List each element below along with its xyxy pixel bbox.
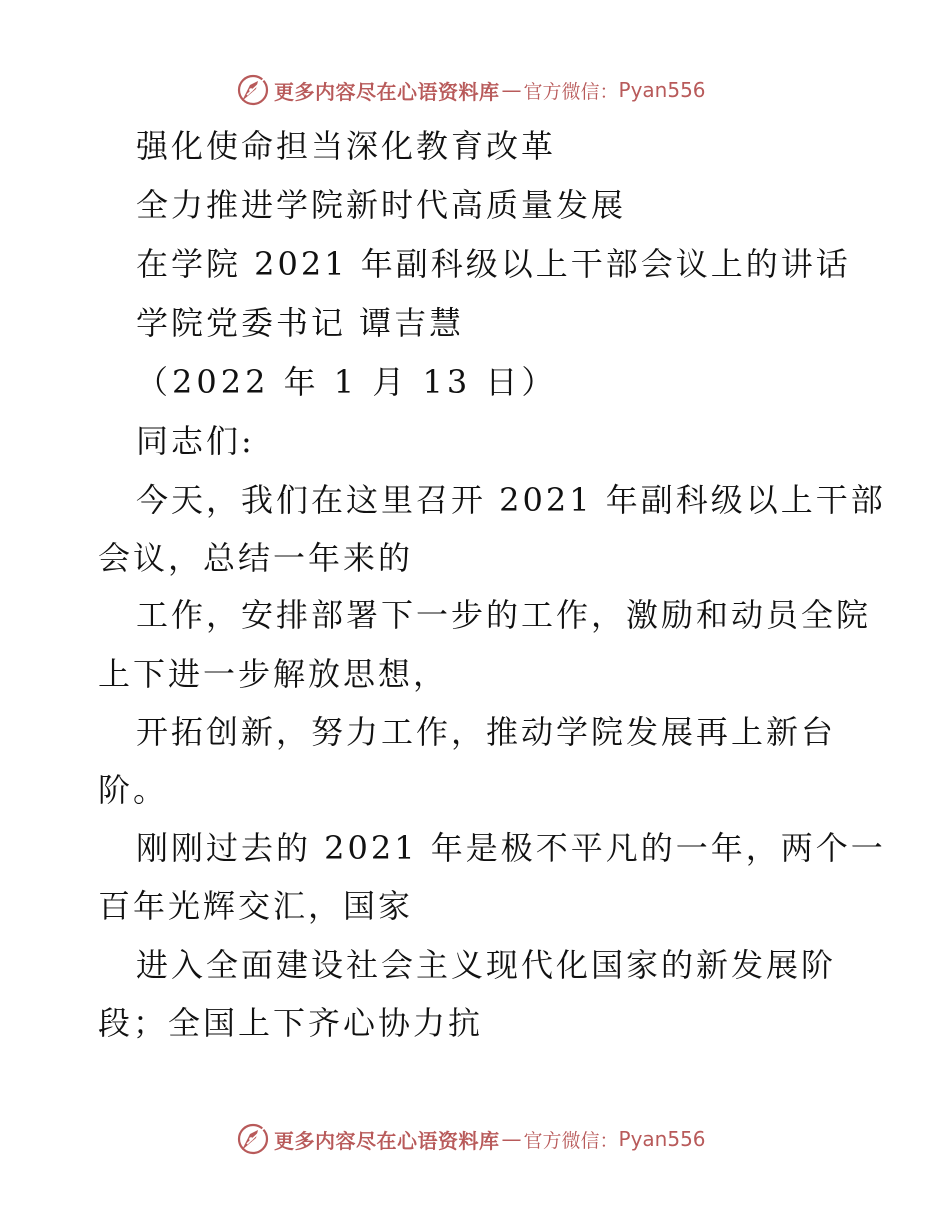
- header-watermark: [236, 73, 706, 107]
- watermark-site-text: 更多内容尽在心语资料库: [274, 79, 500, 104]
- doc-date: （2022 年 1 月 13 日）: [136, 363, 558, 401]
- doc-speaker: 学院党委书记 谭吉慧: [136, 304, 465, 342]
- paragraph-3-line-2: 阶。: [98, 771, 169, 809]
- pen-nib-logo-icon: [236, 73, 270, 107]
- paragraph-1-line-2: 会议，总结一年来的: [98, 539, 414, 577]
- paragraph-1-line-1: 今天，我们在这里召开 2021 年副科级以上干部: [136, 481, 886, 519]
- paragraph-4-line-1: 刚刚过去的 2021 年是极不平凡的一年，两个一: [136, 829, 886, 867]
- paragraph-5-line-2: 段；全国上下齐心协力抗: [98, 1004, 484, 1042]
- doc-salutation: 同志们:: [136, 422, 255, 460]
- watermark-wechat-id: Pyan556: [618, 78, 706, 102]
- watermark-site-text: 更多内容尽在心语资料库: [274, 1128, 500, 1153]
- doc-title-line-1: 强化使命担当深化教育改革: [136, 127, 557, 165]
- watermark-wechat-label: 官方微信：: [523, 1129, 619, 1152]
- footer-watermark: [236, 1122, 706, 1156]
- pen-nib-logo-icon: [236, 1122, 270, 1156]
- watermark-wechat-label: 官方微信：: [523, 80, 619, 103]
- paragraph-4-line-2: 百年光辉交汇，国家: [98, 887, 414, 925]
- watermark-separator: —: [501, 1127, 522, 1151]
- doc-subtitle: 在学院 2021 年副科级以上干部会议上的讲话: [136, 245, 851, 283]
- paragraph-3-line-1: 开拓创新，努力工作，推动学院发展再上新台: [136, 713, 837, 751]
- paragraph-2-line-2: 上下进一步解放思想，: [98, 655, 449, 693]
- watermark-wechat-id: Pyan556: [618, 1127, 706, 1151]
- paragraph-5-line-1: 进入全面建设社会主义现代化国家的新发展阶: [136, 946, 837, 984]
- doc-title-line-2: 全力推进学院新时代高质量发展: [136, 186, 627, 224]
- watermark-separator: —: [501, 78, 522, 102]
- paragraph-2-line-1: 工作，安排部署下一步的工作，激励和动员全院: [136, 596, 872, 634]
